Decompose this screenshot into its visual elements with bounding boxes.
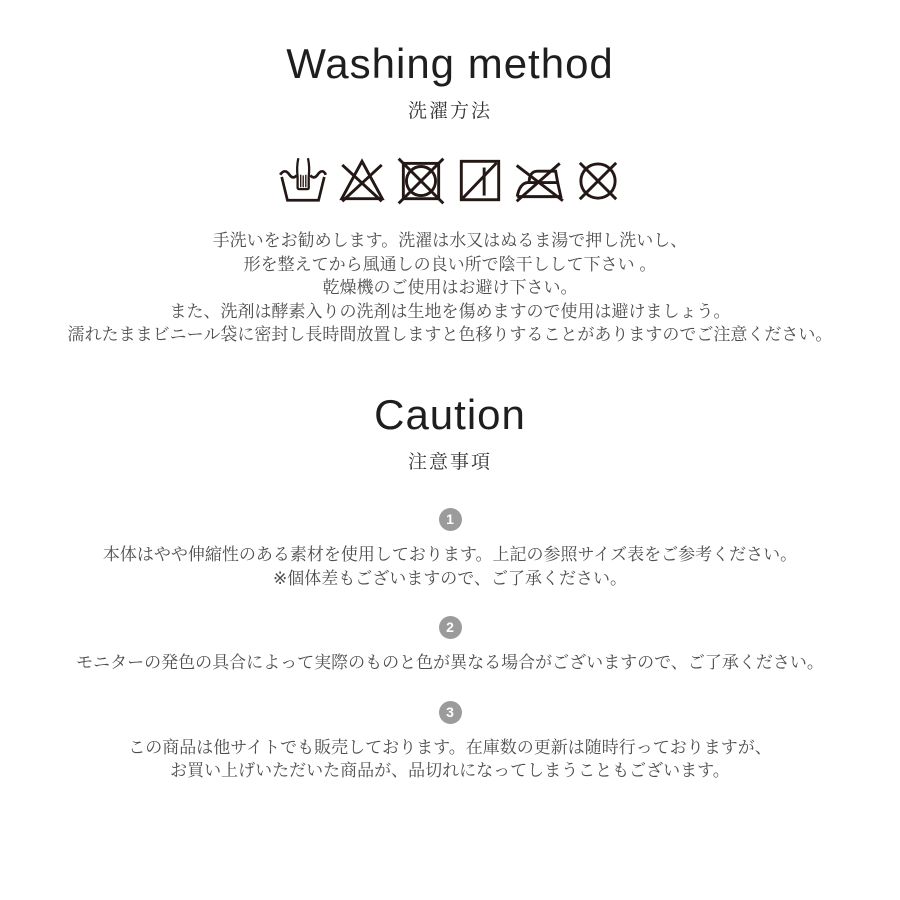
do-not-tumble-dry-icon [394, 153, 448, 207]
washing-instruction-line: 濡れたままビニール袋に密封し長時間放置しますと色移りすることがありますのでご注意ください。 [67, 325, 833, 345]
washing-instruction-line: 手洗いをお勧めします。洗濯は水又はぬるま湯で押し洗いし、 [212, 231, 688, 251]
caution-item-1-text [0, 543, 900, 590]
do-not-dry-clean-icon [571, 153, 625, 207]
washing-method-title: Washing method [286, 40, 614, 87]
washing-instruction-line: 乾燥機のご使用はお避け下さい。 [322, 278, 578, 298]
hand-wash-icon [276, 153, 330, 207]
caution-item-line: お買い上げいただいた商品が、品切れになってしまうこともございます。 [170, 761, 730, 781]
do-not-iron-icon [512, 153, 566, 207]
washing-instruction-line: 形を整えてから風通しの良い所で陰干しして下さい 。 [243, 254, 657, 274]
hang-dry-in-shade-icon [453, 153, 507, 207]
caution-item-1 [0, 508, 900, 590]
caution-item-line: ※個体差もございますので、ご了承ください。 [273, 568, 627, 588]
washing-method-subtitle-jp: 洗濯方法 [407, 101, 492, 123]
caution-title: Caution [374, 390, 526, 438]
caution-subtitle-jp: 注意事項 [407, 452, 492, 474]
caution-item-2-text [0, 651, 900, 675]
number-badge-1: 1 [439, 508, 462, 531]
do-not-bleach-icon [335, 153, 389, 207]
caution-section [0, 391, 900, 783]
care-symbols-row [0, 153, 900, 207]
number-badge-3: 3 [439, 701, 462, 724]
caution-item-2 [0, 616, 900, 675]
number-badge-2: 2 [439, 616, 462, 639]
caution-item-3-text [0, 736, 900, 783]
washing-instructions [0, 229, 900, 347]
caution-item-3 [0, 701, 900, 783]
washing-instruction-line: また、洗剤は酵素入りの洗剤は生地を傷めますので使用は避けましょう。 [169, 301, 731, 321]
washing-method-section [0, 40, 900, 347]
caution-item-line: モニターの発色の具合によって実際のものと色が異なる場合がございますので、ご了承ください。 [76, 653, 824, 673]
caution-item-line: 本体はやや伸縮性のある素材を使用しております。上記の参照サイズ表をご参考ください。 [102, 545, 798, 565]
caution-items-list [0, 508, 900, 783]
caution-item-line: この商品は他サイトでも販売しております。在庫数の更新は随時行っておりますが、 [128, 737, 772, 757]
